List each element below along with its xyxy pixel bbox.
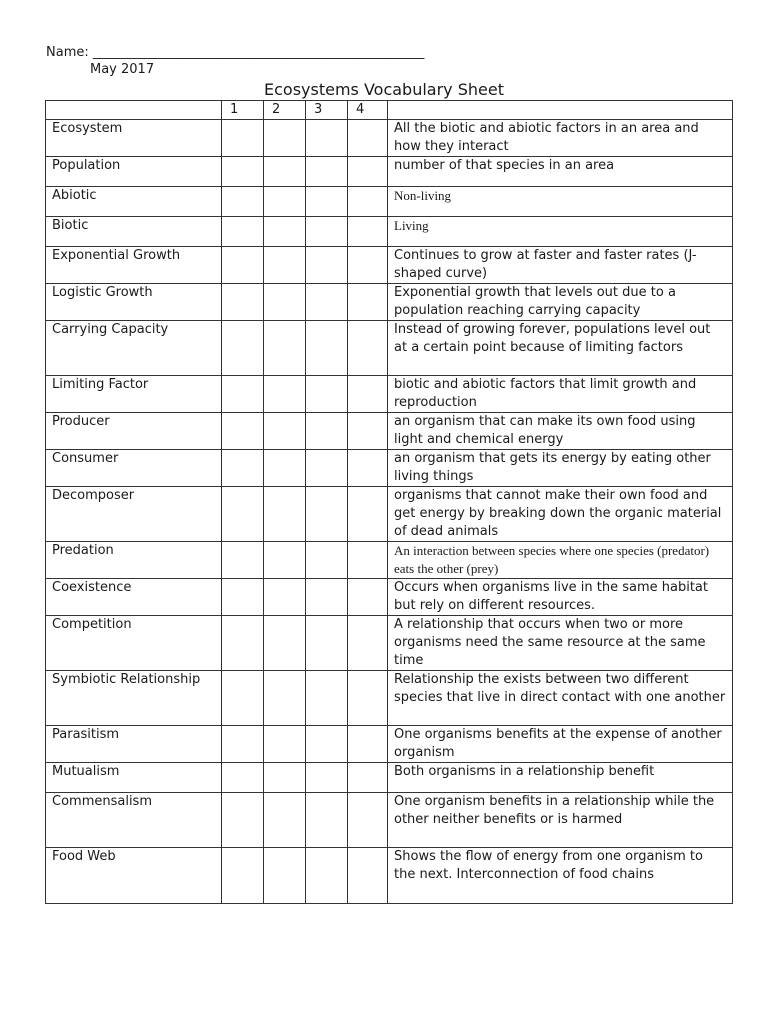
definition-cell: an organism that can make its own food using light and chemical energy [388, 413, 733, 450]
rating-cell[interactable] [222, 848, 264, 904]
vocabulary-table [45, 100, 733, 904]
header-cell-2: 2 [264, 101, 306, 120]
table-row [46, 579, 733, 616]
definition-cell: One organism benefits in a relationship while the other neither benefits or is harmed [388, 793, 733, 848]
rating-cell[interactable] [306, 376, 348, 413]
rating-cell[interactable] [348, 763, 388, 793]
term-cell: Coexistence [46, 579, 222, 616]
definition-cell: biotic and abiotic factors that limit growth and reproduction [388, 376, 733, 413]
rating-cell[interactable] [264, 848, 306, 904]
rating-cell[interactable] [306, 247, 348, 284]
header-cell-term [46, 101, 222, 120]
rating-cell[interactable] [348, 848, 388, 904]
definition-cell: One organisms benefits at the expense of another organism [388, 726, 733, 763]
rating-cell[interactable] [264, 247, 306, 284]
table-row [46, 120, 733, 157]
term-cell: Logistic Growth [46, 284, 222, 321]
term-cell: Symbiotic Relationship [46, 671, 222, 726]
header-cell-definition [388, 101, 733, 120]
table-row [46, 542, 733, 579]
table-row [46, 671, 733, 726]
definition-cell: An interaction between species where one species (predator) eats the other (prey) [388, 542, 733, 579]
rating-cell[interactable] [264, 726, 306, 763]
rating-cell[interactable] [306, 848, 348, 904]
table-row [46, 284, 733, 321]
rating-cell[interactable] [348, 542, 388, 579]
header-cell-4: 4 [348, 101, 388, 120]
header-cell-1: 1 [222, 101, 264, 120]
header-cell-3: 3 [306, 101, 348, 120]
definition-cell: number of that species in an area [388, 157, 733, 187]
definition-cell: an organism that gets its energy by eating other living things [388, 450, 733, 487]
term-cell: Parasitism [46, 726, 222, 763]
term-cell: Commensalism [46, 793, 222, 848]
rating-cell[interactable] [348, 450, 388, 487]
rating-cell[interactable] [306, 616, 348, 671]
term-cell: Population [46, 157, 222, 187]
rating-cell[interactable] [264, 616, 306, 671]
term-cell: Producer [46, 413, 222, 450]
rating-cell[interactable] [348, 157, 388, 187]
rating-cell[interactable] [348, 217, 388, 247]
rating-cell[interactable] [222, 793, 264, 848]
rating-cell[interactable] [222, 120, 264, 157]
rating-cell[interactable] [348, 247, 388, 284]
rating-cell[interactable] [264, 376, 306, 413]
term-cell: Carrying Capacity [46, 321, 222, 376]
rating-cell[interactable] [348, 793, 388, 848]
rating-cell[interactable] [348, 726, 388, 763]
rating-cell[interactable] [306, 187, 348, 217]
table-row [46, 616, 733, 671]
rating-cell[interactable] [306, 726, 348, 763]
rating-cell[interactable] [306, 321, 348, 376]
rating-cell[interactable] [306, 763, 348, 793]
rating-cell[interactable] [264, 157, 306, 187]
rating-cell[interactable] [264, 487, 306, 542]
definition-cell: Shows the flow of energy from one organism to the next. Interconnection of food chains [388, 848, 733, 904]
table-row [46, 247, 733, 284]
rating-cell[interactable] [306, 284, 348, 321]
definition-cell: Both organisms in a relationship benefit [388, 763, 733, 793]
rating-cell[interactable] [222, 187, 264, 217]
date-text: May 2017 [90, 62, 155, 77]
rating-cell[interactable] [222, 413, 264, 450]
rating-cell[interactable] [222, 579, 264, 616]
rating-cell[interactable] [264, 763, 306, 793]
rating-cell[interactable] [264, 542, 306, 579]
definition-cell: A relationship that occurs when two or more organisms need the same resource at the same time [388, 616, 733, 671]
rating-cell[interactable] [348, 487, 388, 542]
table-row [46, 793, 733, 848]
term-cell: Exponential Growth [46, 247, 222, 284]
rating-cell[interactable] [306, 671, 348, 726]
rating-cell[interactable] [306, 793, 348, 848]
rating-cell[interactable] [348, 120, 388, 157]
rating-cell[interactable] [222, 284, 264, 321]
definition-cell: Instead of growing forever, populations level out at a certain point because of limiting factors [388, 321, 733, 376]
term-cell: Competition [46, 616, 222, 671]
definition-cell: Non-living [388, 187, 733, 217]
page-title: Ecosystems Vocabulary Sheet [264, 80, 504, 99]
definition-cell: Continues to grow at faster and faster rates (J-shaped curve) [388, 247, 733, 284]
table-row [46, 450, 733, 487]
definition-cell: organisms that cannot make their own food and get energy by breaking down the organic material of dead animals [388, 487, 733, 542]
rating-cell[interactable] [306, 450, 348, 487]
rating-cell[interactable] [222, 376, 264, 413]
rating-cell[interactable] [264, 413, 306, 450]
definition-cell: All the biotic and abiotic factors in an area and how they interact [388, 120, 733, 157]
rating-cell[interactable] [348, 671, 388, 726]
term-cell: Predation [46, 542, 222, 579]
definition-cell: Exponential growth that levels out due to a population reaching carrying capacity [388, 284, 733, 321]
rating-cell[interactable] [264, 187, 306, 217]
rating-cell[interactable] [222, 671, 264, 726]
rating-cell[interactable] [222, 487, 264, 542]
rating-cell[interactable] [348, 376, 388, 413]
rating-cell[interactable] [222, 157, 264, 187]
rating-cell[interactable] [222, 616, 264, 671]
rating-cell[interactable] [264, 217, 306, 247]
rating-cell[interactable] [348, 579, 388, 616]
term-cell: Food Web [46, 848, 222, 904]
rating-cell[interactable] [306, 579, 348, 616]
rating-cell[interactable] [306, 120, 348, 157]
rating-cell[interactable] [264, 120, 306, 157]
rating-cell[interactable] [306, 413, 348, 450]
rating-cell[interactable] [222, 763, 264, 793]
term-cell: Consumer [46, 450, 222, 487]
definition-cell: Living [388, 217, 733, 247]
table-row [46, 487, 733, 542]
table-row [46, 413, 733, 450]
term-cell: Limiting Factor [46, 376, 222, 413]
rating-cell[interactable] [306, 217, 348, 247]
term-cell: Decomposer [46, 487, 222, 542]
table-row [46, 763, 733, 793]
table-row [46, 217, 733, 247]
table-row [46, 157, 733, 187]
rating-cell[interactable] [306, 157, 348, 187]
term-cell: Abiotic [46, 187, 222, 217]
rating-cell[interactable] [264, 450, 306, 487]
rating-cell[interactable] [264, 321, 306, 376]
rating-cell[interactable] [222, 542, 264, 579]
rating-cell[interactable] [222, 217, 264, 247]
rating-cell[interactable] [222, 247, 264, 284]
name-field[interactable]: Name: ___________________________________________________ [46, 45, 425, 60]
table-row [46, 726, 733, 763]
term-cell: Ecosystem [46, 120, 222, 157]
rating-cell[interactable] [264, 284, 306, 321]
rating-cell[interactable] [222, 726, 264, 763]
rating-cell[interactable] [306, 542, 348, 579]
table-row [46, 848, 733, 904]
definition-cell: Relationship the exists between two different species that live in direct contact with one another [388, 671, 733, 726]
definition-cell: Occurs when organisms live in the same habitat but rely on different resources. [388, 579, 733, 616]
rating-cell[interactable] [264, 793, 306, 848]
rating-cell[interactable] [348, 413, 388, 450]
rating-cell[interactable] [348, 616, 388, 671]
rating-cell[interactable] [222, 450, 264, 487]
rating-cell[interactable] [348, 187, 388, 217]
rating-cell[interactable] [306, 487, 348, 542]
rating-cell[interactable] [264, 579, 306, 616]
table-header-row [46, 101, 733, 120]
term-cell: Biotic [46, 217, 222, 247]
rating-cell[interactable] [348, 321, 388, 376]
rating-cell[interactable] [264, 671, 306, 726]
term-cell: Mutualism [46, 763, 222, 793]
rating-cell[interactable] [222, 321, 264, 376]
table-row [46, 376, 733, 413]
table-row [46, 321, 733, 376]
table-row [46, 187, 733, 217]
rating-cell[interactable] [348, 284, 388, 321]
